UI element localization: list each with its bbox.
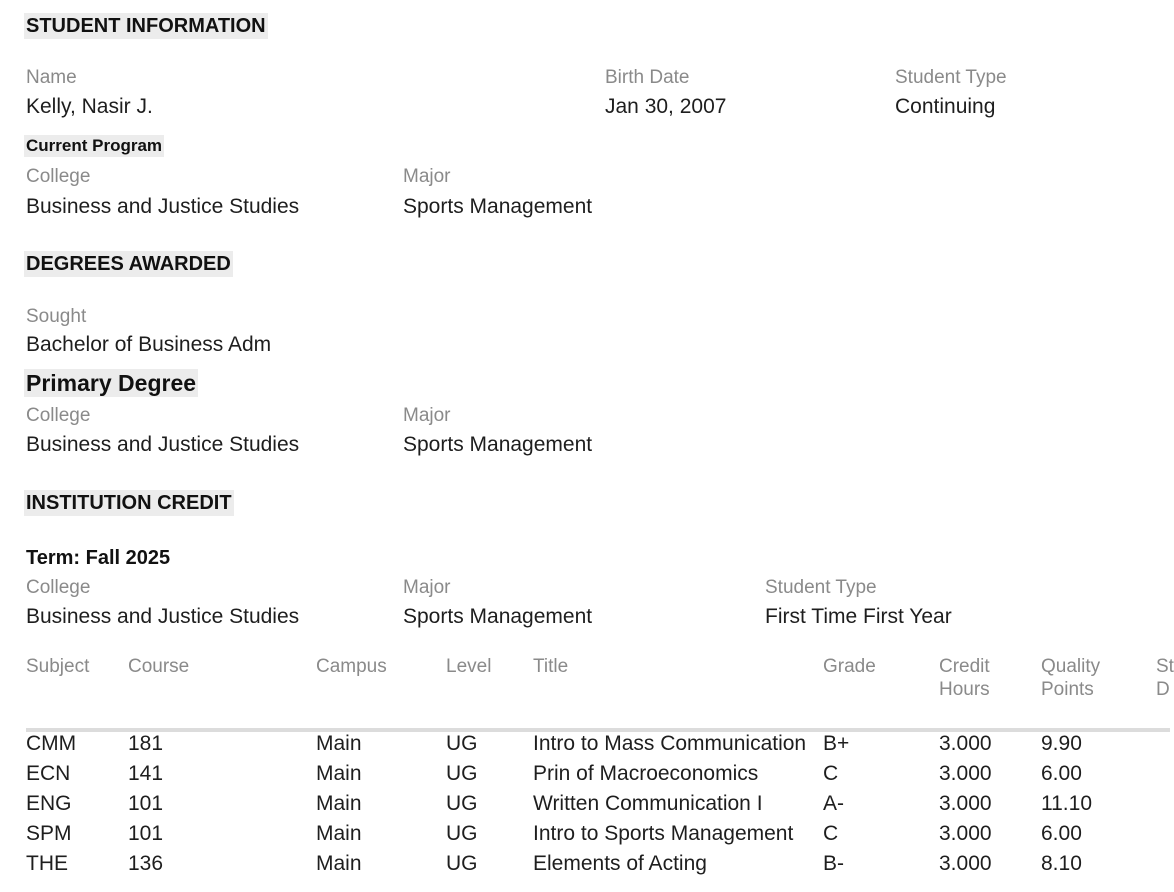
row-course: 101 [128,822,164,845]
term-major: Sports Management [403,605,593,628]
current-college-label: College [26,166,91,187]
row-level: UG [446,762,478,785]
degree-major-label: Major [403,405,451,426]
row-level: UG [446,822,478,845]
column-header-subject: Subject [26,656,90,677]
current-major: Sports Management [403,195,593,218]
column-header-quality-points: Quality Points [1041,656,1101,700]
row-title: Elements of Acting [533,852,707,875]
row-course: 141 [128,762,164,785]
column-header-campus: Campus [316,656,387,677]
row-course: 181 [128,732,164,755]
row-title: Prin of Macroeconomics [533,762,759,785]
row-campus: Main [316,732,362,755]
student-information-heading: STUDENT INFORMATION [26,15,266,37]
term-student-type-label: Student Type [765,577,877,598]
student-type: Continuing [895,95,996,118]
current-major-label: Major [403,166,451,187]
current-college: Business and Justice Studies [26,195,300,218]
row-campus: Main [316,762,362,785]
degree-major: Sports Management [403,433,593,456]
row-quality-points: 6.00 [1041,762,1082,785]
row-title: Written Communication I [533,792,763,815]
term-college-label: College [26,577,91,598]
row-grade: B- [823,852,844,875]
row-subject: CMM [26,732,77,755]
row-grade: C [823,762,839,785]
row-campus: Main [316,852,362,875]
sought-label: Sought [26,306,87,327]
row-credit-hours: 3.000 [939,852,992,875]
term-label: Term: Fall 2025 [26,547,171,569]
row-grade: B+ [823,732,850,755]
row-credit-hours: 3.000 [939,822,992,845]
primary-degree-heading: Primary Degree [26,370,197,396]
column-header-course: Course [128,656,190,677]
column-header-truncated: St D [1156,656,1174,700]
column-header-grade: Grade [823,656,876,677]
row-title: Intro to Sports Management [533,822,794,845]
row-credit-hours: 3.000 [939,762,992,785]
row-credit-hours: 3.000 [939,732,992,755]
row-subject: ECN [26,762,71,785]
student-type-label: Student Type [895,67,1007,88]
row-credit-hours: 3.000 [939,792,992,815]
row-title: Intro to Mass Communication [533,732,807,755]
row-quality-points: 8.10 [1041,852,1082,875]
column-header-credit-hours: Credit Hours [939,656,990,700]
row-quality-points: 6.00 [1041,822,1082,845]
row-grade: A- [823,792,844,815]
sought-degree: Bachelor of Business Adm [26,333,272,356]
term-major-label: Major [403,577,451,598]
column-header-title: Title [533,656,569,677]
row-subject: THE [26,852,68,875]
name-label: Name [26,67,77,88]
row-campus: Main [316,822,362,845]
birth-date-label: Birth Date [605,67,690,88]
term-college: Business and Justice Studies [26,605,300,628]
current-program-heading: Current Program [26,136,163,155]
degrees-awarded-heading: DEGREES AWARDED [26,253,231,275]
row-level: UG [446,732,478,755]
row-subject: ENG [26,792,72,815]
row-level: UG [446,792,478,815]
row-quality-points: 11.10 [1041,792,1092,815]
column-header-level: Level [446,656,492,677]
row-campus: Main [316,792,362,815]
row-course: 101 [128,792,164,815]
student-name: Kelly, Nasir J. [26,95,153,118]
degree-college-label: College [26,405,91,426]
birth-date: Jan 30, 2007 [605,95,727,118]
term-student-type: First Time First Year [765,605,952,628]
row-quality-points: 9.90 [1041,732,1082,755]
degree-college: Business and Justice Studies [26,433,300,456]
row-subject: SPM [26,822,72,845]
row-course: 136 [128,852,164,875]
row-level: UG [446,852,478,875]
row-grade: C [823,822,839,845]
institution-credit-heading: INSTITUTION CREDIT [26,492,232,514]
